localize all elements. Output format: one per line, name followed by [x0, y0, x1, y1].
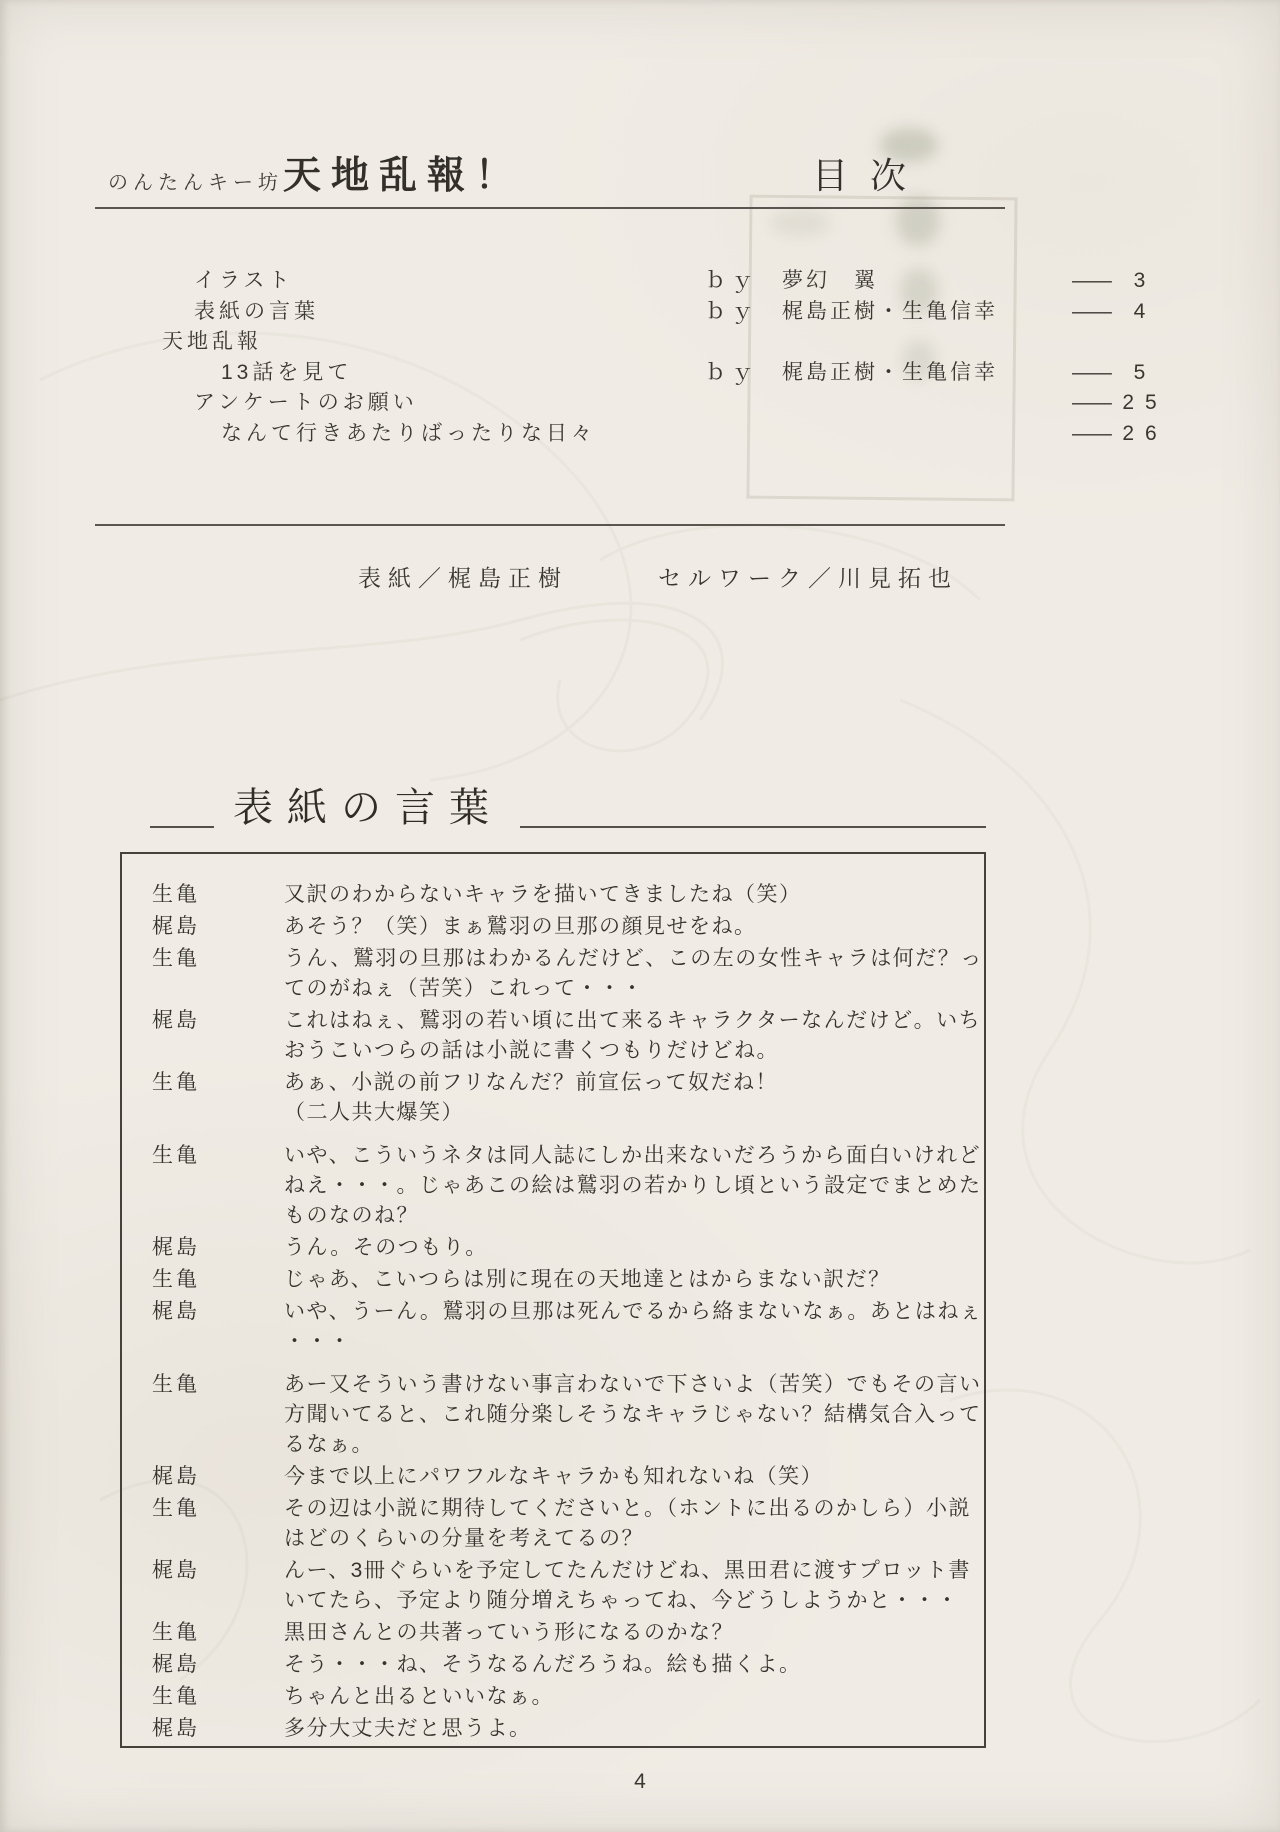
dialogue-line [152, 1494, 971, 1524]
toc-entry-title: アンケートのお願い [194, 391, 418, 414]
toc-heading: 目次 [812, 155, 929, 196]
speaker-name [152, 1327, 284, 1357]
heading-underline-right [520, 826, 986, 828]
toc-entry-page: 5 [1133, 360, 1157, 384]
dialogue-line [152, 1098, 968, 1128]
toc-entry-by: ｂｙ [705, 269, 759, 292]
dialogue-text: ・・・ [284, 1330, 352, 1353]
speaker-name: 生亀 [152, 1497, 200, 1520]
table-of-contents [95, 266, 1235, 449]
dialogue-line [152, 1618, 968, 1648]
cover-credit: 表紙／梶島正樹 [358, 565, 568, 591]
dialogue-text: おうこいつらの話は小説に書くつもりだけどね。 [284, 1039, 779, 1062]
bleedthrough-smudge [896, 196, 940, 246]
dialogue-line [152, 1327, 968, 1357]
toc-entry [95, 388, 1235, 419]
dialogue-text: ちゃんと出るといいなぁ。 [284, 1685, 554, 1708]
speaker-name: 生亀 [152, 1373, 200, 1396]
dialogue-line [152, 1524, 968, 1554]
toc-entry [95, 297, 1235, 328]
page-number: 4 [634, 1770, 646, 1793]
speaker-name [152, 1036, 284, 1066]
dialogue-text: いや、こういうネタは同人誌にしか出来ないだろうから面白いけれど [284, 1144, 982, 1167]
dialogue-text: てのがねぇ（苦笑）これって・・・ [284, 977, 644, 1000]
dialogue-line [152, 1650, 968, 1680]
toc-entry-title: イラスト [194, 269, 294, 292]
dialogue-line [152, 880, 968, 910]
dialogue-line [152, 1141, 982, 1171]
dialogue-text: あー又そういう書けない事言わないで下さいよ（苦笑）でもその言い [284, 1373, 982, 1396]
speaker-name: 梶島 [152, 1300, 200, 1323]
toc-entry-dash: — [1072, 360, 1112, 384]
toc-entry-dash: — [1072, 421, 1112, 445]
heading-underline-left [150, 826, 214, 828]
dialogue-text: その辺は小説に期待してくださいと。（ホントに出るのかしら）小説 [284, 1497, 971, 1520]
speaker-name: 生亀 [152, 1144, 200, 1167]
dialogue-text: はどのくらいの分量を考えてるの？ [284, 1527, 644, 1550]
dialogue-text: 又訳のわからないキャラを描いてきましたね（笑） [284, 883, 802, 906]
dialogue-line [152, 1462, 968, 1492]
dialogue-line [152, 1171, 982, 1201]
dialogue-line [152, 1430, 968, 1460]
toc-entry-dash: — [1072, 269, 1112, 292]
speaker-name [152, 1400, 284, 1430]
speaker-name: 生亀 [152, 1621, 200, 1644]
speaker-name: 梶島 [152, 1559, 200, 1582]
dialogue-text: そう・・・ね、そうなるんだろうね。絵も描くよ。 [284, 1653, 802, 1676]
dialogue-text: いてたら、予定より随分増えちゃってね、今どうしようかと・・・ [284, 1589, 959, 1612]
dialogue-text: いや、うーん。鷲羽の旦那は死んでるから絡まないなぁ。あとはねぇ [284, 1300, 983, 1323]
dialogue-line [152, 1036, 968, 1066]
dialogue-line [152, 1297, 983, 1327]
dialogue-line [152, 1370, 982, 1400]
toc-entry-title: なんて行きあたりばったりな日々 [221, 421, 596, 445]
dialogue-line [152, 1265, 968, 1295]
dialogue-box [120, 852, 986, 1748]
dialogue-text: これはねぇ、鷲羽の若い頃に出て来るキャラクターなんだけど。いち [284, 1009, 982, 1032]
toc-entry-dash: — [1072, 299, 1112, 323]
toc-entry-by: ｂｙ [705, 299, 759, 323]
speaker-name: 梶島 [152, 915, 200, 938]
dialogue-line [152, 1006, 982, 1036]
speaker-name: 梶島 [152, 1717, 200, 1740]
dialogue-line [152, 1233, 968, 1263]
dialogue-text: （二人共大爆笑） [284, 1101, 464, 1124]
dialogue-line [152, 944, 983, 974]
header-divider-line [95, 207, 1005, 209]
toc-entry-author: 梶島正樹・生亀信幸 [782, 299, 998, 323]
speaker-name: 生亀 [152, 1685, 200, 1708]
dialogue-text: うん。そのつもり。 [284, 1236, 488, 1259]
toc-divider-line [95, 524, 1005, 526]
speaker-name [152, 974, 284, 1004]
dialogue-line [152, 974, 968, 1004]
dialogue-line [152, 1586, 968, 1616]
toc-entry-by: ｂｙ [705, 360, 759, 384]
dialogue-line [152, 1201, 968, 1231]
dialogue-text: 今まで以上にパワフルなキャラかも知れないね（笑） [284, 1465, 824, 1488]
dialogue-text: 黒田さんとの共著っていう形になるのかな？ [284, 1621, 734, 1644]
cellwork-credit: セルワーク／川見拓也 [658, 565, 958, 591]
speaker-name: 梶島 [152, 1465, 200, 1488]
dialogue-text: 方聞いてると、これ随分楽しそうなキャラじゃない？結構気合入って [284, 1403, 982, 1426]
section-heading: 表紙の言葉 [233, 786, 503, 830]
dialogue-text: うん、鷲羽の旦那はわかるんだけど、この左の女性キャラは何だ？っ [284, 947, 983, 970]
speaker-name: 梶島 [152, 1009, 200, 1032]
dialogue-line [152, 1068, 968, 1098]
toc-entry-title: 天地乱報 [162, 330, 262, 353]
speaker-name [152, 1201, 284, 1231]
document-title: 天地乱報！ [283, 155, 524, 197]
bleedthrough-smudge [770, 210, 830, 236]
speaker-name [152, 1586, 284, 1616]
toc-entry-page: 3 [1133, 269, 1157, 292]
toc-entry [95, 358, 1235, 389]
dialogue-text: じゃあ、こいつらは別に現在の天地達とはからまない訳だ？ [284, 1268, 891, 1291]
dialogue-text: あぁ、小説の前フリなんだ？前宣伝って奴だね！ [284, 1071, 778, 1094]
dialogue-line [152, 912, 968, 942]
dialogue-text: るなぁ。 [284, 1433, 374, 1456]
speaker-name: 生亀 [152, 947, 200, 970]
speaker-name: 生亀 [152, 1268, 200, 1291]
toc-entry-author: 梶島正樹・生亀信幸 [782, 360, 998, 384]
toc-entry [95, 419, 1235, 450]
dialogue-line [152, 1682, 968, 1712]
dialogue-line [152, 1714, 968, 1744]
speaker-name [152, 1098, 284, 1128]
speaker-name [152, 1171, 284, 1201]
dialogue-line [152, 1556, 971, 1586]
speaker-name [152, 1430, 284, 1460]
speaker-name: 梶島 [152, 1236, 200, 1259]
dialogue-text: ねえ・・・。じゃあこの絵は鷲羽の若かりし頃という設定でまとめた [284, 1174, 982, 1197]
toc-entry-author: 夢幻 翼 [782, 269, 878, 292]
dialogue-line [152, 1400, 982, 1430]
series-label: のんたんキー坊 [108, 172, 283, 194]
toc-entry-page: 26 [1122, 421, 1168, 445]
toc-entry-title: 表紙の言葉 [194, 299, 319, 323]
toc-entry-page: 25 [1122, 391, 1168, 414]
dialogue-text: んー、3冊ぐらいを予定してたんだけどね、黒田君に渡すプロット書 [284, 1559, 971, 1582]
dialogue-text: ものなのね？ [284, 1204, 419, 1227]
toc-entry-dash: — [1072, 391, 1112, 414]
dialogue-text: 多分大丈夫だと思うよ。 [284, 1717, 532, 1740]
speaker-name: 生亀 [152, 1071, 200, 1094]
speaker-name: 生亀 [152, 883, 200, 906]
speaker-name [152, 1524, 284, 1554]
dialogue-text: あそう？（笑）まぁ鷲羽の旦那の顔見せをね。 [284, 915, 757, 938]
toc-entry [95, 266, 1235, 297]
toc-entry-page: 4 [1133, 299, 1157, 323]
toc-entry [95, 327, 1235, 358]
speaker-name: 梶島 [152, 1653, 200, 1676]
toc-entry-title: 13話を見て [221, 360, 353, 384]
